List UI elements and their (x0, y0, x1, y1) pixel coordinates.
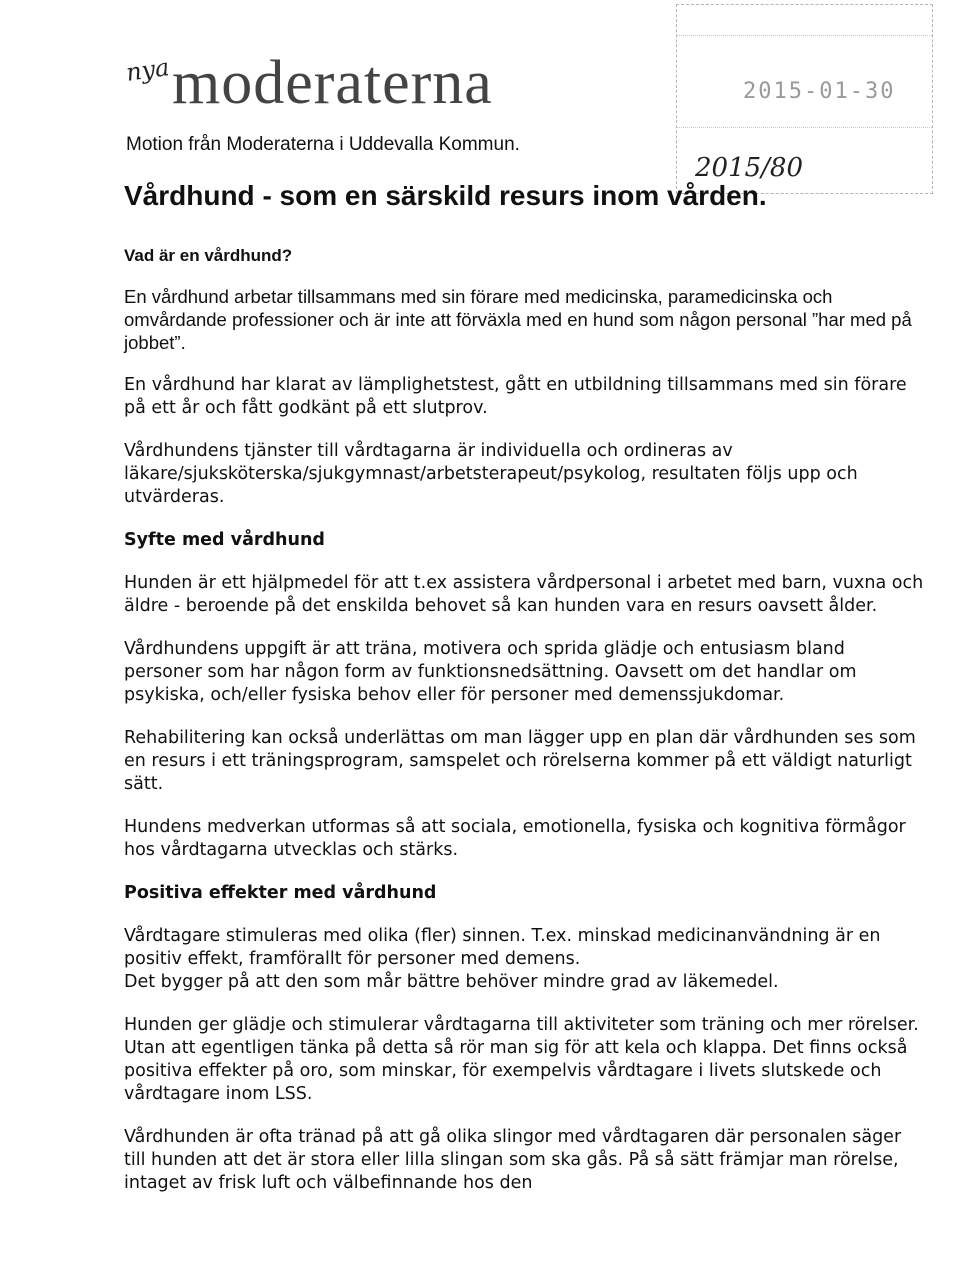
paragraph: Hunden är ett hjälpmedel för att t.ex assistera vårdpersonal i arbetet med barn, vuxna och äldre - beroende på det enskilda behovet så kan hunden vara en resurs oavsett ålder. (124, 573, 924, 616)
motion-from: Motion från Moderaterna i Uddevalla Kommun. (126, 134, 520, 155)
paragraph: Hundens medverkan utformas så att sociala, emotionella, fysiska och kognitiva förmågor hos vårdtagarna utvecklas och stärks. (124, 817, 906, 860)
received-stamp (676, 4, 933, 194)
paragraph: Hunden ger glädje och stimulerar vårdtagarna till aktiviteter som träning och mer rörelser. Utan att egentligen tänka på detta så rör man sig för att kela och klappa. Det finns också positiva effekter på oro, som minskar, för exempelvis vårdtagare i livets slutskede och vårdtagare inom LSS. (124, 1015, 919, 1104)
logo-handwritten-prefix: nya (124, 53, 172, 87)
stamp-rule (677, 127, 932, 128)
paragraph: Vårdtagare stimuleras med olika (fler) sinnen. T.ex. minskad medicinanvändning är en positiv effekt, framförallt för personer med demens. (124, 926, 881, 969)
section-heading-positive-effects: Positiva effekter med vårdhund (124, 883, 437, 903)
stamp-rule (677, 35, 932, 36)
logo-wordmark: moderaterna (172, 49, 493, 117)
document-title: Vårdhund - som en särskild resurs inom vården. (124, 180, 767, 211)
stamp-date: 2015-01-30 (743, 79, 896, 104)
document-body (124, 244, 924, 1215)
paragraph: Rehabilitering kan också underlättas om man lägger upp en plan där vårdhunden ses som en resurs i ett träningsprogram, samspelet och rörelserna kommer på ett väldigt naturligt sätt. (124, 728, 916, 794)
paragraph: Det bygger på att den som mår bättre behöver mindre grad av läkemedel. (124, 972, 779, 992)
section-heading-purpose: Syfte med vårdhund (124, 530, 325, 550)
stamp-reference-number: 2015/80 (695, 153, 804, 183)
paragraph: Vårdhunden är ofta tränad på att gå olika slingor med vårdtagaren där personalen säger till hunden att det är stora eller lilla slingan som ska gås. På så sätt främjar man rörelse, intaget av frisk luft och välbefinnande hos den (124, 1127, 902, 1193)
paragraph: En vårdhund har klarat av lämplighetstest, gått en utbildning tillsammans med sin förare på ett år och fått godkänt på ett slutprov. (124, 375, 907, 418)
paragraph: En vårdhund arbetar tillsammans med sin förare med medicinska, paramedicinska och omvårdande professioner och är inte att förväxla med en hund som någon personal ”har med på jobbet”. (124, 286, 912, 353)
section-heading-what-is: Vad är en vårdhund? (124, 246, 293, 265)
paragraph: Vårdhundens tjänster till vårdtagarna är individuella och ordineras av läkare/sjuksköterska/sjukgymnast/arbetsterapeut/psykolog, resultaten följs upp och utvärderas. (124, 441, 858, 507)
paragraph: Vårdhundens uppgift är att träna, motivera och sprida glädje och entusiasm bland personer som har någon form av funktionsnedsättning. Oavsett om det handlar om psykiska, och/eller fysiska behov eller för personer med demenssjukdomar. (124, 639, 857, 705)
